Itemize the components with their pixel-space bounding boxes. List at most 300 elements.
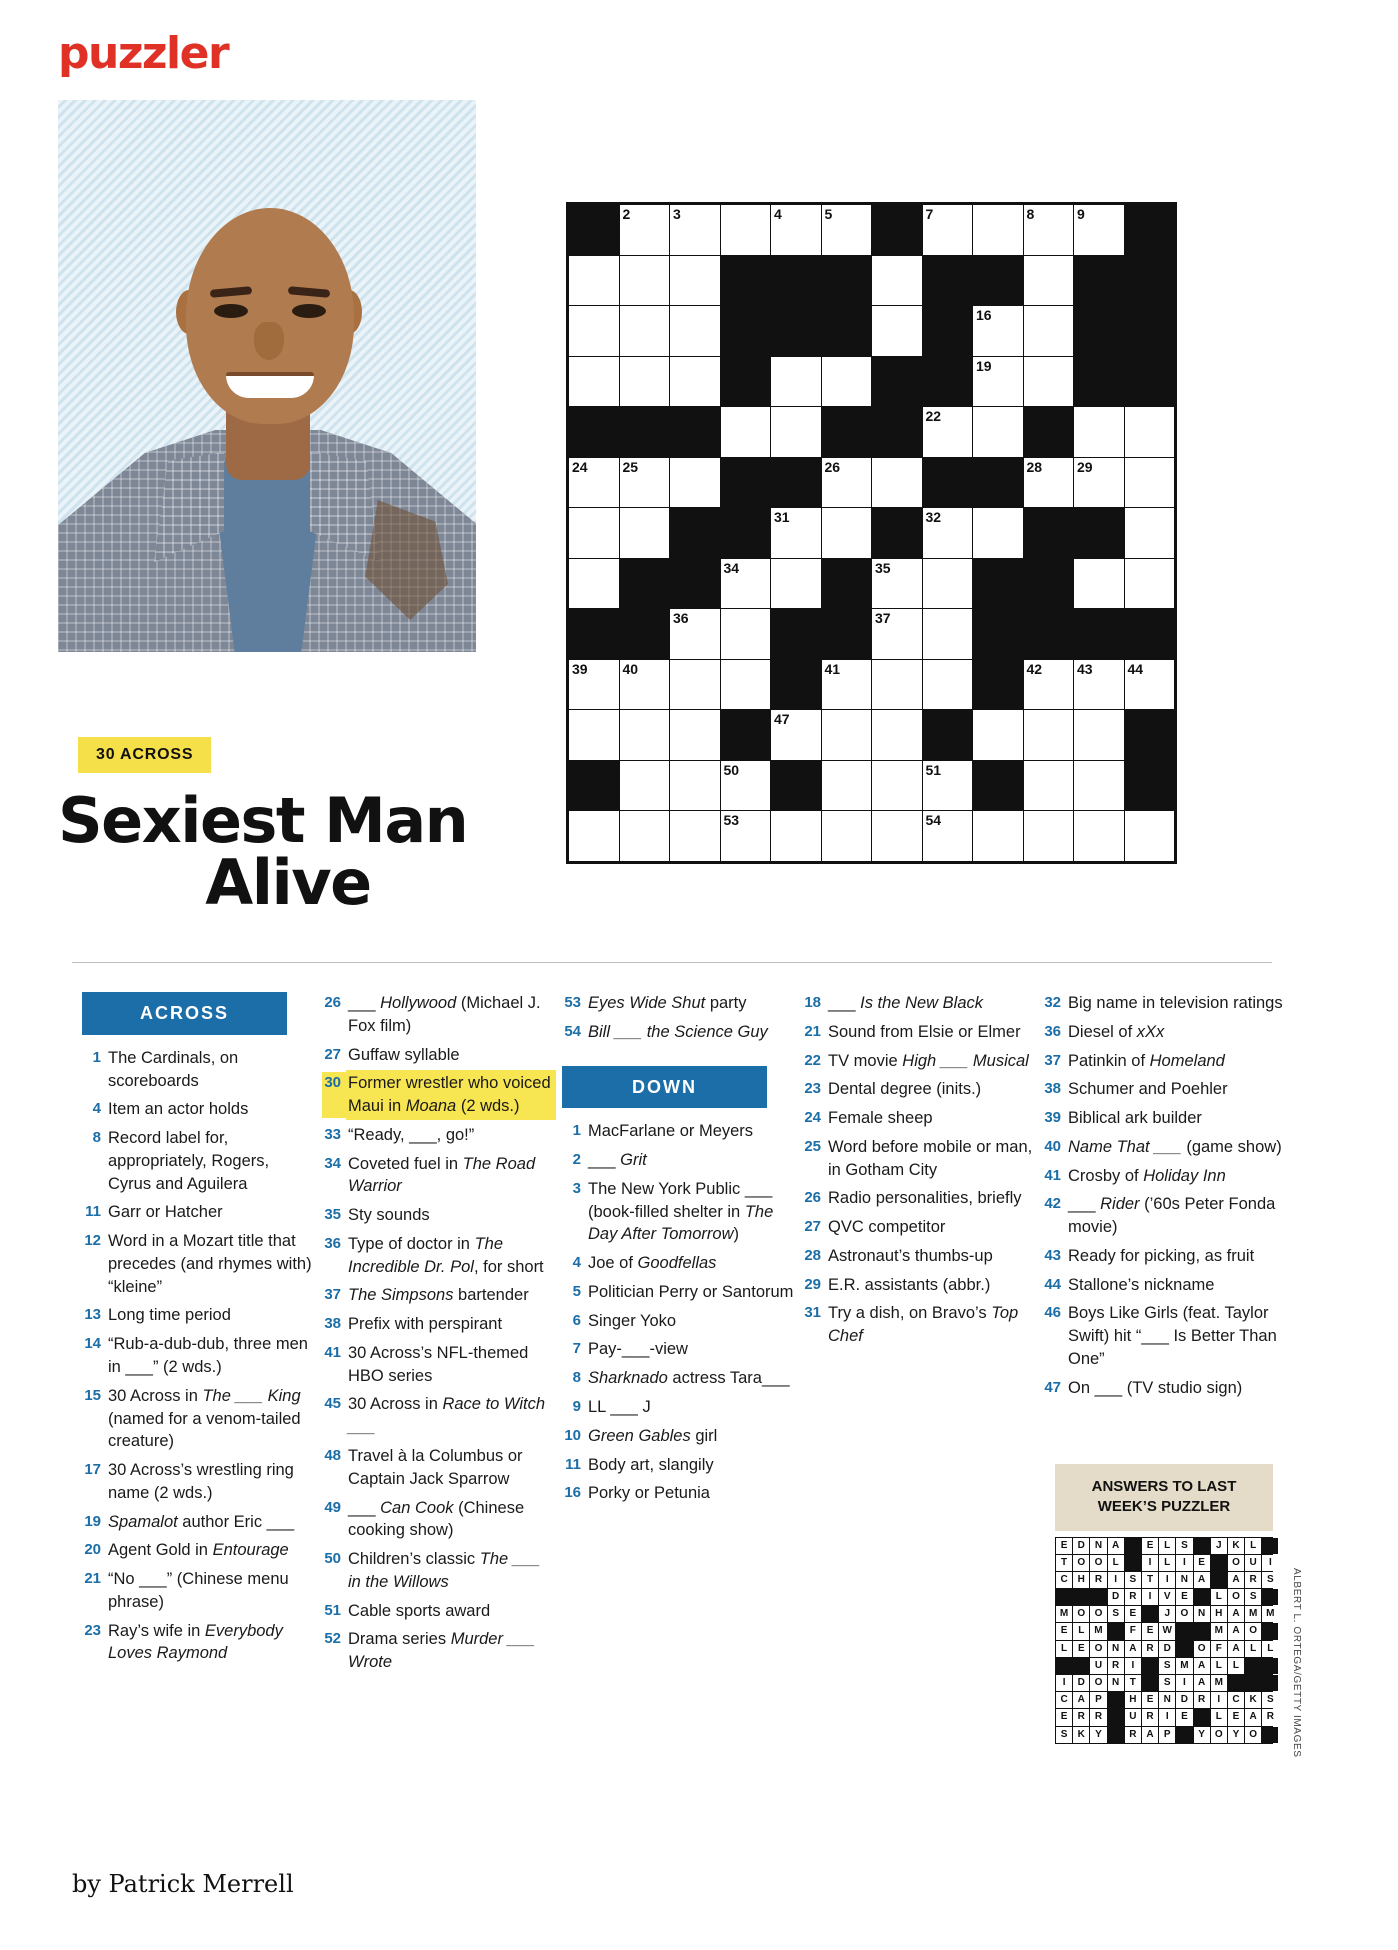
- grid-cell[interactable]: [569, 660, 619, 710]
- grid-cell[interactable]: [923, 761, 973, 811]
- clue-item: [1042, 1377, 1292, 1400]
- answer-block: [1262, 1727, 1278, 1743]
- grid-cell[interactable]: [620, 508, 670, 558]
- clue-number: 8: [572, 1369, 581, 1387]
- answer-letter: O: [1090, 1641, 1106, 1657]
- answer-letter: U: [1245, 1555, 1261, 1571]
- cell-number: 24: [572, 458, 588, 475]
- clue-number: 44: [1044, 1275, 1061, 1293]
- grid-block: [721, 458, 771, 508]
- answer-letter: U: [1090, 1658, 1106, 1674]
- grid-cell[interactable]: [1024, 306, 1074, 356]
- answer-letter: N: [1159, 1692, 1175, 1708]
- answer-letter: N: [1176, 1572, 1192, 1588]
- clue-text: Crosby of Holiday Inn: [1068, 1166, 1226, 1185]
- answer-letter: E: [1056, 1623, 1072, 1639]
- clue-number: 4: [572, 1254, 581, 1272]
- answer-letter: E: [1142, 1623, 1158, 1639]
- grid-cell[interactable]: [872, 761, 922, 811]
- answer-block: [1262, 1589, 1278, 1605]
- grid-cell[interactable]: [872, 458, 922, 508]
- grid-cell[interactable]: [1125, 458, 1175, 508]
- answer-letter: M: [1245, 1606, 1261, 1622]
- answer-block: [1194, 1538, 1210, 1554]
- grid-block: [721, 256, 771, 306]
- cell-number: 29: [1077, 458, 1093, 475]
- clue-number: 54: [564, 1022, 581, 1040]
- grid-cell[interactable]: [822, 710, 872, 760]
- grid-cell[interactable]: [721, 811, 771, 861]
- grid-cell[interactable]: [1125, 407, 1175, 457]
- cell-number: 3: [673, 206, 681, 222]
- crossword-grid[interactable]: [566, 202, 1177, 864]
- answer-letter: M: [1176, 1658, 1192, 1674]
- grid-cell[interactable]: [1125, 559, 1175, 609]
- magazine-masthead: puzzler: [58, 28, 229, 79]
- down-clues-part-2: [802, 992, 1034, 1348]
- down-clues-part-1: [562, 1120, 794, 1505]
- answer-letter: A: [1228, 1606, 1244, 1622]
- answer-letter: R: [1073, 1709, 1089, 1725]
- grid-cell[interactable]: [721, 609, 771, 659]
- answer-letter: K: [1245, 1692, 1261, 1708]
- grid-cell[interactable]: [872, 559, 922, 609]
- clue-text: LL ___ J: [588, 1398, 651, 1417]
- clue-number: 26: [804, 1189, 821, 1207]
- answer-letter: L: [1211, 1589, 1227, 1605]
- clue-text: Radio personalities, briefly: [828, 1189, 1022, 1208]
- grid-cell[interactable]: [1074, 559, 1124, 609]
- cell-number: 7: [925, 206, 934, 222]
- answer-letter: L: [1056, 1641, 1072, 1657]
- grid-cell[interactable]: [973, 710, 1023, 760]
- cell-number: 35: [875, 559, 891, 576]
- answer-letter: O: [1228, 1555, 1244, 1571]
- grid-cell[interactable]: [1024, 256, 1074, 306]
- grid-cell[interactable]: [1074, 710, 1124, 760]
- answer-block: [1194, 1589, 1210, 1605]
- cell-number: 8: [1026, 206, 1035, 222]
- grid-cell[interactable]: [1125, 811, 1175, 861]
- clue-item: [322, 1600, 554, 1623]
- clue-number: 46: [1044, 1304, 1061, 1322]
- grid-cell[interactable]: [822, 660, 872, 710]
- clue-item: [82, 1459, 314, 1505]
- grid-cell[interactable]: [670, 609, 720, 659]
- grid-cell[interactable]: [771, 811, 821, 861]
- answer-letter: I: [1125, 1658, 1141, 1674]
- answer-letter: I: [1142, 1589, 1158, 1605]
- clue-number: 41: [1044, 1166, 1061, 1184]
- grid-cell[interactable]: [973, 357, 1023, 407]
- answer-letter: O: [1090, 1555, 1106, 1571]
- answer-letter: S: [1245, 1589, 1261, 1605]
- answer-letter: A: [1194, 1675, 1210, 1691]
- grid-cell[interactable]: [872, 306, 922, 356]
- cell-number: 43: [1077, 660, 1093, 677]
- answer-letter: U: [1125, 1709, 1141, 1725]
- grid-cell[interactable]: [620, 205, 670, 255]
- grid-cell[interactable]: [822, 458, 872, 508]
- grid-cell[interactable]: [670, 458, 720, 508]
- grid-block: [872, 357, 922, 407]
- answer-letter: O: [1228, 1589, 1244, 1605]
- grid-cell[interactable]: [1024, 357, 1074, 407]
- grid-block: [1024, 407, 1074, 457]
- clue-number: 30: [322, 1072, 348, 1118]
- answer-letter: D: [1073, 1675, 1089, 1691]
- grid-cell[interactable]: [670, 761, 720, 811]
- answer-block: [1125, 1538, 1141, 1554]
- grid-cell[interactable]: [670, 357, 720, 407]
- grid-cell[interactable]: [973, 508, 1023, 558]
- answer-letter: L: [1073, 1623, 1089, 1639]
- clue-number: 18: [804, 994, 821, 1011]
- answer-letter: I: [1056, 1675, 1072, 1691]
- answer-letter: C: [1056, 1692, 1072, 1708]
- cell-number: 53: [723, 812, 740, 828]
- grid-cell[interactable]: [771, 407, 821, 457]
- grid-cell[interactable]: [973, 205, 1023, 255]
- clue-item: [322, 1313, 554, 1336]
- clue-number: 34: [324, 1154, 341, 1172]
- clue-text: Green Gables girl: [588, 1426, 718, 1445]
- grid-cell[interactable]: [771, 508, 821, 558]
- grid-cell[interactable]: [1024, 811, 1074, 861]
- grid-cell[interactable]: [670, 710, 720, 760]
- grid-cell[interactable]: [822, 811, 872, 861]
- clue-item: [322, 1044, 554, 1067]
- clue-number: 38: [324, 1315, 341, 1333]
- grid-cell[interactable]: [771, 357, 821, 407]
- grid-cell[interactable]: [1024, 458, 1074, 508]
- clue-item: [562, 1454, 794, 1477]
- grid-block: [620, 559, 670, 609]
- grid-cell[interactable]: [620, 357, 670, 407]
- grid-cell[interactable]: [620, 458, 670, 508]
- clue-text: ___ Hollywood (Michael J. Fox film): [348, 994, 541, 1035]
- grid-cell[interactable]: [620, 660, 670, 710]
- grid-block: [1125, 609, 1175, 659]
- answer-letter: J: [1211, 1538, 1227, 1554]
- clue-number: 36: [1044, 1022, 1061, 1040]
- grid-cell[interactable]: [822, 761, 872, 811]
- answer-letter: D: [1108, 1589, 1124, 1605]
- grid-cell[interactable]: [872, 710, 922, 760]
- cell-number: 16: [976, 307, 992, 323]
- grid-block: [973, 458, 1023, 508]
- grid-cell[interactable]: [1024, 205, 1074, 255]
- clue-text: Joe of Goodfellas: [588, 1254, 717, 1273]
- clue-item: [1042, 1136, 1292, 1159]
- cell-number: 22: [925, 408, 942, 424]
- grid-cell[interactable]: [923, 660, 973, 710]
- cell-number: 39: [572, 660, 588, 677]
- answer-block: [1262, 1538, 1278, 1554]
- answer-letter: E: [1125, 1606, 1141, 1622]
- grid-cell[interactable]: [771, 559, 821, 609]
- answer-letter: P: [1090, 1692, 1106, 1708]
- clue-number: 28: [804, 1246, 821, 1264]
- grid-block: [721, 357, 771, 407]
- answer-letter: L: [1108, 1555, 1124, 1571]
- grid-cell[interactable]: [872, 660, 922, 710]
- cell-number: 25: [622, 458, 639, 475]
- grid-cell[interactable]: [620, 256, 670, 306]
- grid-cell[interactable]: [822, 205, 872, 255]
- clue-item: [562, 1482, 794, 1505]
- clue-text: Politician Perry or Santorum: [588, 1282, 794, 1301]
- grid-cell[interactable]: [923, 205, 973, 255]
- answer-block: [1108, 1727, 1124, 1743]
- clue-text: 30 Across’s NFL-themed HBO series: [348, 1343, 529, 1385]
- grid-block: [1074, 256, 1124, 306]
- grid-cell[interactable]: [771, 710, 821, 760]
- grid-cell[interactable]: [1024, 761, 1074, 811]
- grid-block: [1125, 205, 1175, 255]
- grid-cell[interactable]: [822, 508, 872, 558]
- grid-cell[interactable]: [620, 761, 670, 811]
- clue-number: 21: [84, 1570, 101, 1588]
- clue-item: [322, 1445, 554, 1491]
- clue-text: ___ Rider (’60s Peter Fonda movie): [1068, 1195, 1276, 1237]
- cell-number: 4: [774, 206, 782, 222]
- grid-cell[interactable]: [973, 306, 1023, 356]
- answers-box: [1055, 1464, 1273, 1744]
- grid-cell[interactable]: [569, 458, 619, 508]
- answer-letter: P: [1159, 1727, 1175, 1743]
- grid-cell[interactable]: [923, 407, 973, 457]
- grid-block: [721, 710, 771, 760]
- grid-cell[interactable]: [620, 306, 670, 356]
- answer-letter: I: [1159, 1709, 1175, 1725]
- answer-letter: Y: [1090, 1727, 1106, 1743]
- answer-letter: Y: [1194, 1727, 1210, 1743]
- answer-letter: K: [1073, 1727, 1089, 1743]
- grid-cell[interactable]: [1074, 660, 1124, 710]
- clue-item: [322, 1204, 554, 1227]
- answer-letter: A: [1228, 1623, 1244, 1639]
- answer-letter: O: [1073, 1555, 1089, 1571]
- grid-cell[interactable]: [973, 407, 1023, 457]
- grid-cell[interactable]: [973, 811, 1023, 861]
- cell-number: 5: [824, 206, 833, 222]
- clue-number: 27: [804, 1218, 821, 1236]
- grid-cell[interactable]: [771, 205, 821, 255]
- answer-block: [1262, 1623, 1278, 1639]
- clue-text: Guffaw syllable: [348, 1045, 460, 1064]
- answer-block: [1176, 1623, 1192, 1639]
- grid-cell[interactable]: [1074, 811, 1124, 861]
- grid-cell[interactable]: [872, 256, 922, 306]
- grid-block: [872, 205, 922, 255]
- clue-text: Sound from Elsie or Elmer: [828, 1022, 1021, 1041]
- clue-number: 32: [1044, 994, 1061, 1011]
- grid-cell[interactable]: [1024, 710, 1074, 760]
- grid-cell[interactable]: [923, 559, 973, 609]
- clue-text: E.R. assistants (abbr.): [828, 1275, 991, 1294]
- grid-cell[interactable]: [1125, 660, 1175, 710]
- grid-cell[interactable]: [620, 710, 670, 760]
- answer-letter: R: [1125, 1589, 1141, 1605]
- clue-item: [562, 1178, 794, 1246]
- clue-text: Record label for, appropriately, Rogers, Cyrus and Aguilera: [108, 1129, 270, 1193]
- grid-cell[interactable]: [1074, 761, 1124, 811]
- grid-cell[interactable]: [1125, 508, 1175, 558]
- grid-cell[interactable]: [872, 609, 922, 659]
- answer-letter: W: [1159, 1623, 1175, 1639]
- answer-letter: O: [1176, 1606, 1192, 1622]
- grid-block: [721, 306, 771, 356]
- grid-block: [872, 407, 922, 457]
- grid-cell[interactable]: [721, 205, 771, 255]
- clue-number: 16: [564, 1484, 581, 1502]
- answer-letter: J: [1159, 1606, 1175, 1622]
- answer-letter: A: [1245, 1709, 1261, 1725]
- clue-item: [1042, 1165, 1292, 1188]
- answer-letter: E: [1056, 1538, 1072, 1554]
- grid-cell[interactable]: [569, 559, 619, 609]
- grid-cell[interactable]: [569, 306, 619, 356]
- answer-letter: L: [1211, 1658, 1227, 1674]
- answer-letter: M: [1211, 1675, 1227, 1691]
- grid-cell[interactable]: [923, 508, 973, 558]
- grid-cell[interactable]: [1024, 660, 1074, 710]
- clue-item: [1042, 1302, 1292, 1370]
- clue-item: [562, 992, 794, 1015]
- answer-letter: R: [1262, 1709, 1278, 1725]
- grid-cell[interactable]: [670, 660, 720, 710]
- grid-cell[interactable]: [569, 357, 619, 407]
- answer-letter: Y: [1228, 1727, 1244, 1743]
- clue-number: 50: [324, 1550, 341, 1568]
- grid-block: [923, 710, 973, 760]
- grid-cell[interactable]: [670, 256, 720, 306]
- grid-block: [1074, 609, 1124, 659]
- grid-cell[interactable]: [1074, 205, 1124, 255]
- clue-text: Former wrestler who voiced Maui in Moana (2 wds.): [348, 1072, 554, 1118]
- cell-number: 50: [723, 761, 740, 778]
- clue-text: Cable sports award: [348, 1601, 491, 1620]
- answer-block: [1056, 1589, 1072, 1605]
- grid-cell[interactable]: [721, 407, 771, 457]
- answer-letter: L: [1211, 1709, 1227, 1725]
- clue-number: 1: [92, 1048, 101, 1066]
- answer-letter: E: [1073, 1641, 1089, 1657]
- answer-letter: H: [1125, 1692, 1141, 1708]
- clue-number: 14: [84, 1335, 101, 1353]
- grid-block: [1024, 609, 1074, 659]
- clue-item: [1042, 1078, 1292, 1101]
- celebrity-photo: [58, 100, 476, 652]
- clue-text: Coveted fuel in The Road Warrior: [348, 1154, 536, 1196]
- clue-item: [82, 1047, 314, 1093]
- grid-block: [721, 508, 771, 558]
- clue-item: [802, 1136, 1034, 1182]
- clue-item: [562, 1281, 794, 1304]
- grid-cell[interactable]: [670, 306, 720, 356]
- grid-block: [1074, 357, 1124, 407]
- clue-item: [562, 1021, 794, 1044]
- grid-cell[interactable]: [620, 811, 670, 861]
- grid-cell[interactable]: [670, 205, 720, 255]
- clue-item: [802, 1021, 1034, 1044]
- clue-number: 33: [324, 1125, 341, 1143]
- clue-item: [802, 1216, 1034, 1239]
- grid-cell[interactable]: [569, 710, 619, 760]
- grid-block: [670, 508, 720, 558]
- grid-cell[interactable]: [1074, 458, 1124, 508]
- clue-item: [562, 1367, 794, 1390]
- grid-cell[interactable]: [569, 811, 619, 861]
- clue-item: [1042, 1274, 1292, 1297]
- across-clues-part-2: [322, 992, 554, 1674]
- clue-number: 3: [572, 1179, 581, 1197]
- clue-text: Bill ___ the Science Guy: [588, 1022, 768, 1041]
- answer-letter: E: [1056, 1709, 1072, 1725]
- clue-text: Ray’s wife in Everybody Loves Raymond: [108, 1621, 283, 1663]
- grid-cell[interactable]: [872, 811, 922, 861]
- answer-letter: T: [1125, 1675, 1141, 1691]
- answer-letter: S: [1125, 1572, 1141, 1588]
- answer-letter: M: [1090, 1623, 1106, 1639]
- clue-number: 25: [804, 1137, 821, 1155]
- cell-number: 42: [1026, 660, 1043, 677]
- answer-letter: A: [1194, 1572, 1210, 1588]
- grid-cell[interactable]: [721, 559, 771, 609]
- grid-cell[interactable]: [721, 761, 771, 811]
- clue-number: 23: [84, 1621, 101, 1639]
- grid-cell[interactable]: [822, 357, 872, 407]
- grid-block: [569, 761, 619, 811]
- grid-cell[interactable]: [1074, 407, 1124, 457]
- clue-number: 40: [1044, 1137, 1061, 1155]
- clue-number: 41: [324, 1343, 341, 1361]
- answer-letter: O: [1245, 1727, 1261, 1743]
- clue-number: 7: [572, 1340, 581, 1358]
- answer-letter: D: [1159, 1641, 1175, 1657]
- grid-cell[interactable]: [721, 660, 771, 710]
- clue-item: [802, 1302, 1034, 1348]
- clue-text: Name That ___ (game show): [1068, 1137, 1282, 1156]
- clue-number: 24: [804, 1109, 821, 1127]
- answer-letter: V: [1159, 1589, 1175, 1605]
- grid-cell[interactable]: [569, 508, 619, 558]
- clue-text: Long time period: [108, 1306, 231, 1325]
- grid-cell[interactable]: [923, 811, 973, 861]
- answer-letter: R: [1090, 1709, 1106, 1725]
- clue-number: 45: [324, 1395, 341, 1413]
- grid-cell[interactable]: [569, 256, 619, 306]
- clue-text: 30 Across’s wrestling ring name (2 wds.): [108, 1461, 294, 1502]
- answer-letter: M: [1056, 1606, 1072, 1622]
- grid-block: [973, 256, 1023, 306]
- answer-block: [1245, 1658, 1261, 1674]
- cell-number: 2: [622, 206, 631, 222]
- clue-number: 6: [572, 1311, 581, 1329]
- clue-item: [562, 1149, 794, 1172]
- answer-letter: I: [1176, 1555, 1192, 1571]
- clue-number: 39: [1044, 1109, 1061, 1127]
- grid-cell[interactable]: [670, 811, 720, 861]
- clue-number: 37: [324, 1286, 341, 1304]
- cell-number: 9: [1077, 206, 1085, 222]
- clue-item: [1042, 1050, 1292, 1073]
- answer-block: [1262, 1675, 1278, 1691]
- clue-number: 15: [84, 1386, 101, 1404]
- answer-letter: O: [1073, 1606, 1089, 1622]
- grid-cell[interactable]: [923, 609, 973, 659]
